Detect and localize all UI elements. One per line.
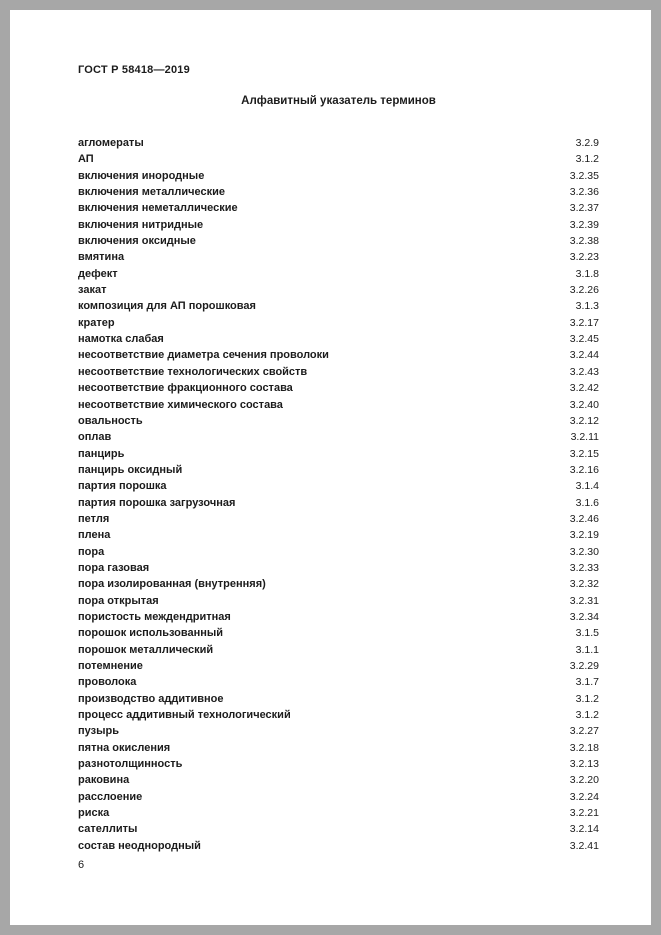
ref-number: 3.1.5 [575,627,599,640]
term-label: включения неметаллические [78,202,238,215]
ref-number: 3.2.40 [569,398,599,411]
term-label: порошок металлический [78,643,214,656]
term-label: риска [78,807,110,820]
index-row [78,462,599,478]
ref-number: 3.2.21 [569,807,599,820]
term-label: партия порошка [78,480,167,493]
term-label: раковина [78,774,130,787]
index-row [78,364,599,380]
ref-number: 3.1.8 [575,267,599,280]
term-label: закат [78,284,107,297]
index-row [78,298,599,314]
term-label: включения инородные [78,169,205,182]
index-row [78,478,599,494]
term-label: несоответствие фракционного состава [78,382,293,395]
index-row [78,429,599,445]
index-row [78,674,599,690]
index-row [78,625,599,641]
term-label: плена [78,529,111,542]
term-label: кратер [78,316,115,329]
index-row [78,168,599,184]
term-label: овальность [78,414,143,427]
ref-number: 3.1.7 [575,676,599,689]
index-row [78,772,599,788]
ref-number: 3.2.43 [569,365,599,378]
term-label: разнотолщинность [78,758,183,771]
term-label: несоответствие технологических свойств [78,365,308,378]
term-label: включения оксидные [78,235,196,248]
ref-number: 3.2.24 [569,790,599,803]
term-label: несоответствие диаметра сечения проволоки [78,349,329,362]
term-label: пора газовая [78,561,150,574]
ref-number: 3.1.2 [575,709,599,722]
ref-number: 3.1.3 [575,300,599,313]
index-row [78,756,599,772]
ref-number: 3.2.35 [569,169,599,182]
ref-number: 3.2.37 [569,202,599,215]
index-row [78,821,599,837]
ref-number: 3.2.19 [569,529,599,542]
term-label: пузырь [78,725,119,738]
ref-number: 3.2.23 [569,251,599,264]
index-row [78,658,599,674]
ref-number: 3.1.2 [575,153,599,166]
standard-number-header: ГОСТ Р 58418—2019 [78,64,190,76]
ref-number: 3.2.17 [569,316,599,329]
index-row [78,217,599,233]
ref-number: 3.2.32 [569,578,599,591]
ref-number: 3.2.36 [569,186,599,199]
ref-number: 3.1.6 [575,496,599,509]
term-label: пора открытая [78,594,159,607]
ref-number: 3.2.11 [570,431,599,444]
index-row [78,413,599,429]
ref-number: 3.2.44 [569,349,599,362]
ref-number: 3.2.12 [569,414,599,427]
term-label: сателлиты [78,823,138,836]
ref-number: 3.2.33 [569,561,599,574]
term-label: проволока [78,676,137,689]
term-label: пора [78,545,105,558]
index-row [78,642,599,658]
ref-number: 3.2.39 [569,218,599,231]
index-row [78,576,599,592]
index-row [78,527,599,543]
term-label: пористость междендритная [78,610,231,623]
index-row [78,249,599,265]
term-label: включения нитридные [78,218,204,231]
index-row [78,544,599,560]
ref-number: 3.2.45 [569,333,599,346]
term-label: панцирь оксидный [78,463,183,476]
term-label: процесс аддитивный технологический [78,709,291,722]
term-label: состав неоднородный [78,839,201,852]
ref-number: 3.1.1 [575,643,599,656]
term-label: АП [78,153,94,166]
term-label: агломераты [78,137,144,149]
ref-number: 3.2.9 [575,137,599,149]
term-label: пора изолированная (внутренняя) [78,578,266,591]
term-label: производство аддитивное [78,692,224,705]
term-label: расслоение [78,790,143,803]
index-row [78,397,599,413]
ref-number: 3.2.42 [569,382,599,395]
ref-number: 3.2.34 [569,610,599,623]
term-label: композиция для АП порошковая [78,300,256,313]
index-row [78,347,599,363]
index-row [78,609,599,625]
index-row [78,135,599,151]
ref-number: 3.1.2 [575,692,599,705]
term-label: петля [78,512,110,525]
ref-number: 3.1.4 [575,480,599,493]
document-page [10,10,651,925]
page-number: 6 [78,859,85,872]
ref-number: 3.2.41 [569,839,599,852]
index-row [78,593,599,609]
index-row [78,233,599,249]
ref-number: 3.2.30 [569,545,599,558]
term-label: намотка слабая [78,333,164,346]
term-label: панцирь [78,447,125,460]
ref-number: 3.2.18 [569,741,599,754]
ref-number: 3.2.29 [569,660,599,672]
ref-number: 3.2.14 [569,823,599,836]
ref-number: 3.2.15 [569,447,599,460]
index-row [78,380,599,396]
index-row [78,838,599,854]
index-row [78,740,599,756]
term-label: пятна окисления [78,741,171,754]
term-label: несоответствие химического состава [78,398,283,411]
ref-number: 3.2.13 [569,758,599,771]
ref-number: 3.2.16 [569,463,599,476]
index-row [78,495,599,511]
index-row [78,560,599,576]
index-row [78,266,599,282]
index-row [78,707,599,723]
term-label: оплав [78,431,112,444]
ref-number: 3.2.20 [569,774,599,787]
index-row [78,315,599,331]
term-label: вмятина [78,251,125,264]
ref-number: 3.2.27 [569,725,599,738]
ref-number: 3.2.31 [569,594,599,607]
term-label: партия порошка загрузочная [78,496,236,509]
ref-number: 3.2.38 [569,235,599,248]
term-label: порошок использованный [78,627,224,640]
term-label: дефект [78,267,118,280]
index-title: Алфавитный указатель терминов [241,95,436,107]
index-list [78,135,599,854]
index-row [78,446,599,462]
index-row [78,200,599,216]
ref-number: 3.2.46 [569,512,599,525]
index-row [78,511,599,527]
index-row [78,789,599,805]
ref-number: 3.2.26 [569,284,599,297]
index-row [78,723,599,739]
term-label: потемнение [78,660,143,672]
term-label: включения металлические [78,186,225,199]
index-row [78,691,599,707]
index-row [78,331,599,347]
index-row [78,184,599,200]
index-row [78,151,599,167]
index-row [78,282,599,298]
index-row [78,805,599,821]
